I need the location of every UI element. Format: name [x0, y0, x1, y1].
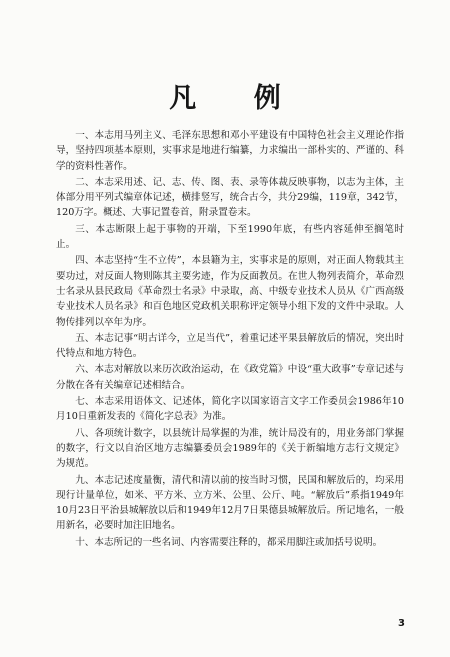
guideline-paragraph: 三、本志断限上起于事物的开端，下至1990年底，有些内容延伸至搁笔时止。 — [56, 223, 404, 251]
guideline-paragraph: 五、本志记事“明古详今，立足当代”，着重记述平果县解放后的情况，突出时代特点和地方特色。 — [56, 332, 404, 360]
guideline-paragraph: 四、本志坚持“生不立传”，本县籍为主，实事求是的原则，对正面人物载其主要功过，对反面人物则陈其主要劣迹，作为反面教员。在世人物列表简介，革命烈士名录从县民政局《革命烈士名录》中录取，高、中级专业技术人员从《广西高级专业技术人员名录》和百色地区党政机关职称评定领导小组下发的文件中录取。人物传排列以卒年为序。 — [56, 255, 404, 328]
guidelines-body — [56, 128, 404, 551]
page-title: 凡 例 — [169, 83, 305, 114]
page-number: 3 — [398, 618, 405, 629]
guideline-paragraph: 一、本志用马列主义、毛泽东思想和邓小平建设有中国特色社会主义理论作指导，坚持四项基本原则，实事求是地进行编纂，力求编出一部朴实的、严谨的、科学的资料性著作。 — [56, 130, 404, 172]
guideline-paragraph: 十、本志所记的一些名词、内容需要注释的，都采用脚注或加括号说明。 — [75, 536, 383, 548]
guideline-paragraph: 八、各项统计数字，以县统计局掌握的为准，统计局没有的，用业务部门掌握的数字，行文以自治区地方志编纂委员会1989年的《关于新编地方志行文规定》为规范。 — [56, 427, 404, 470]
guideline-paragraph: 九、本志记述度量衡，清代和清以前的按当时习惯，民国和解放后的，均采用现行计量单位，如米、平方米、立方米、公里、公斤、吨。“解放后”系指1949年10月23日平治县城解放以后和1949年12月7日果德县城解放后。所记地名，一般用新名，必要时加注旧地名。 — [56, 474, 404, 532]
guideline-paragraph: 六、本志对解放以来历次政治运动，在《政党篇》中设“重大政事”专章记述与分散在各有关编章记述相结合。 — [56, 364, 404, 391]
guideline-paragraph: 二、本志采用述、记、志、传、图、表、录等体裁反映事物，以志为主体，主体部分用平列式编章体记述，横排竖写，统合古今，共分29编，119章，342节，120万字。概述、大事记置卷首，附录置卷末。 — [56, 176, 404, 219]
guideline-paragraph: 七、本志采用语体文、记述体，简化字以国家语言文字工作委员会1986年10月10日重新发表的《简化字总表》为准。 — [56, 396, 404, 423]
